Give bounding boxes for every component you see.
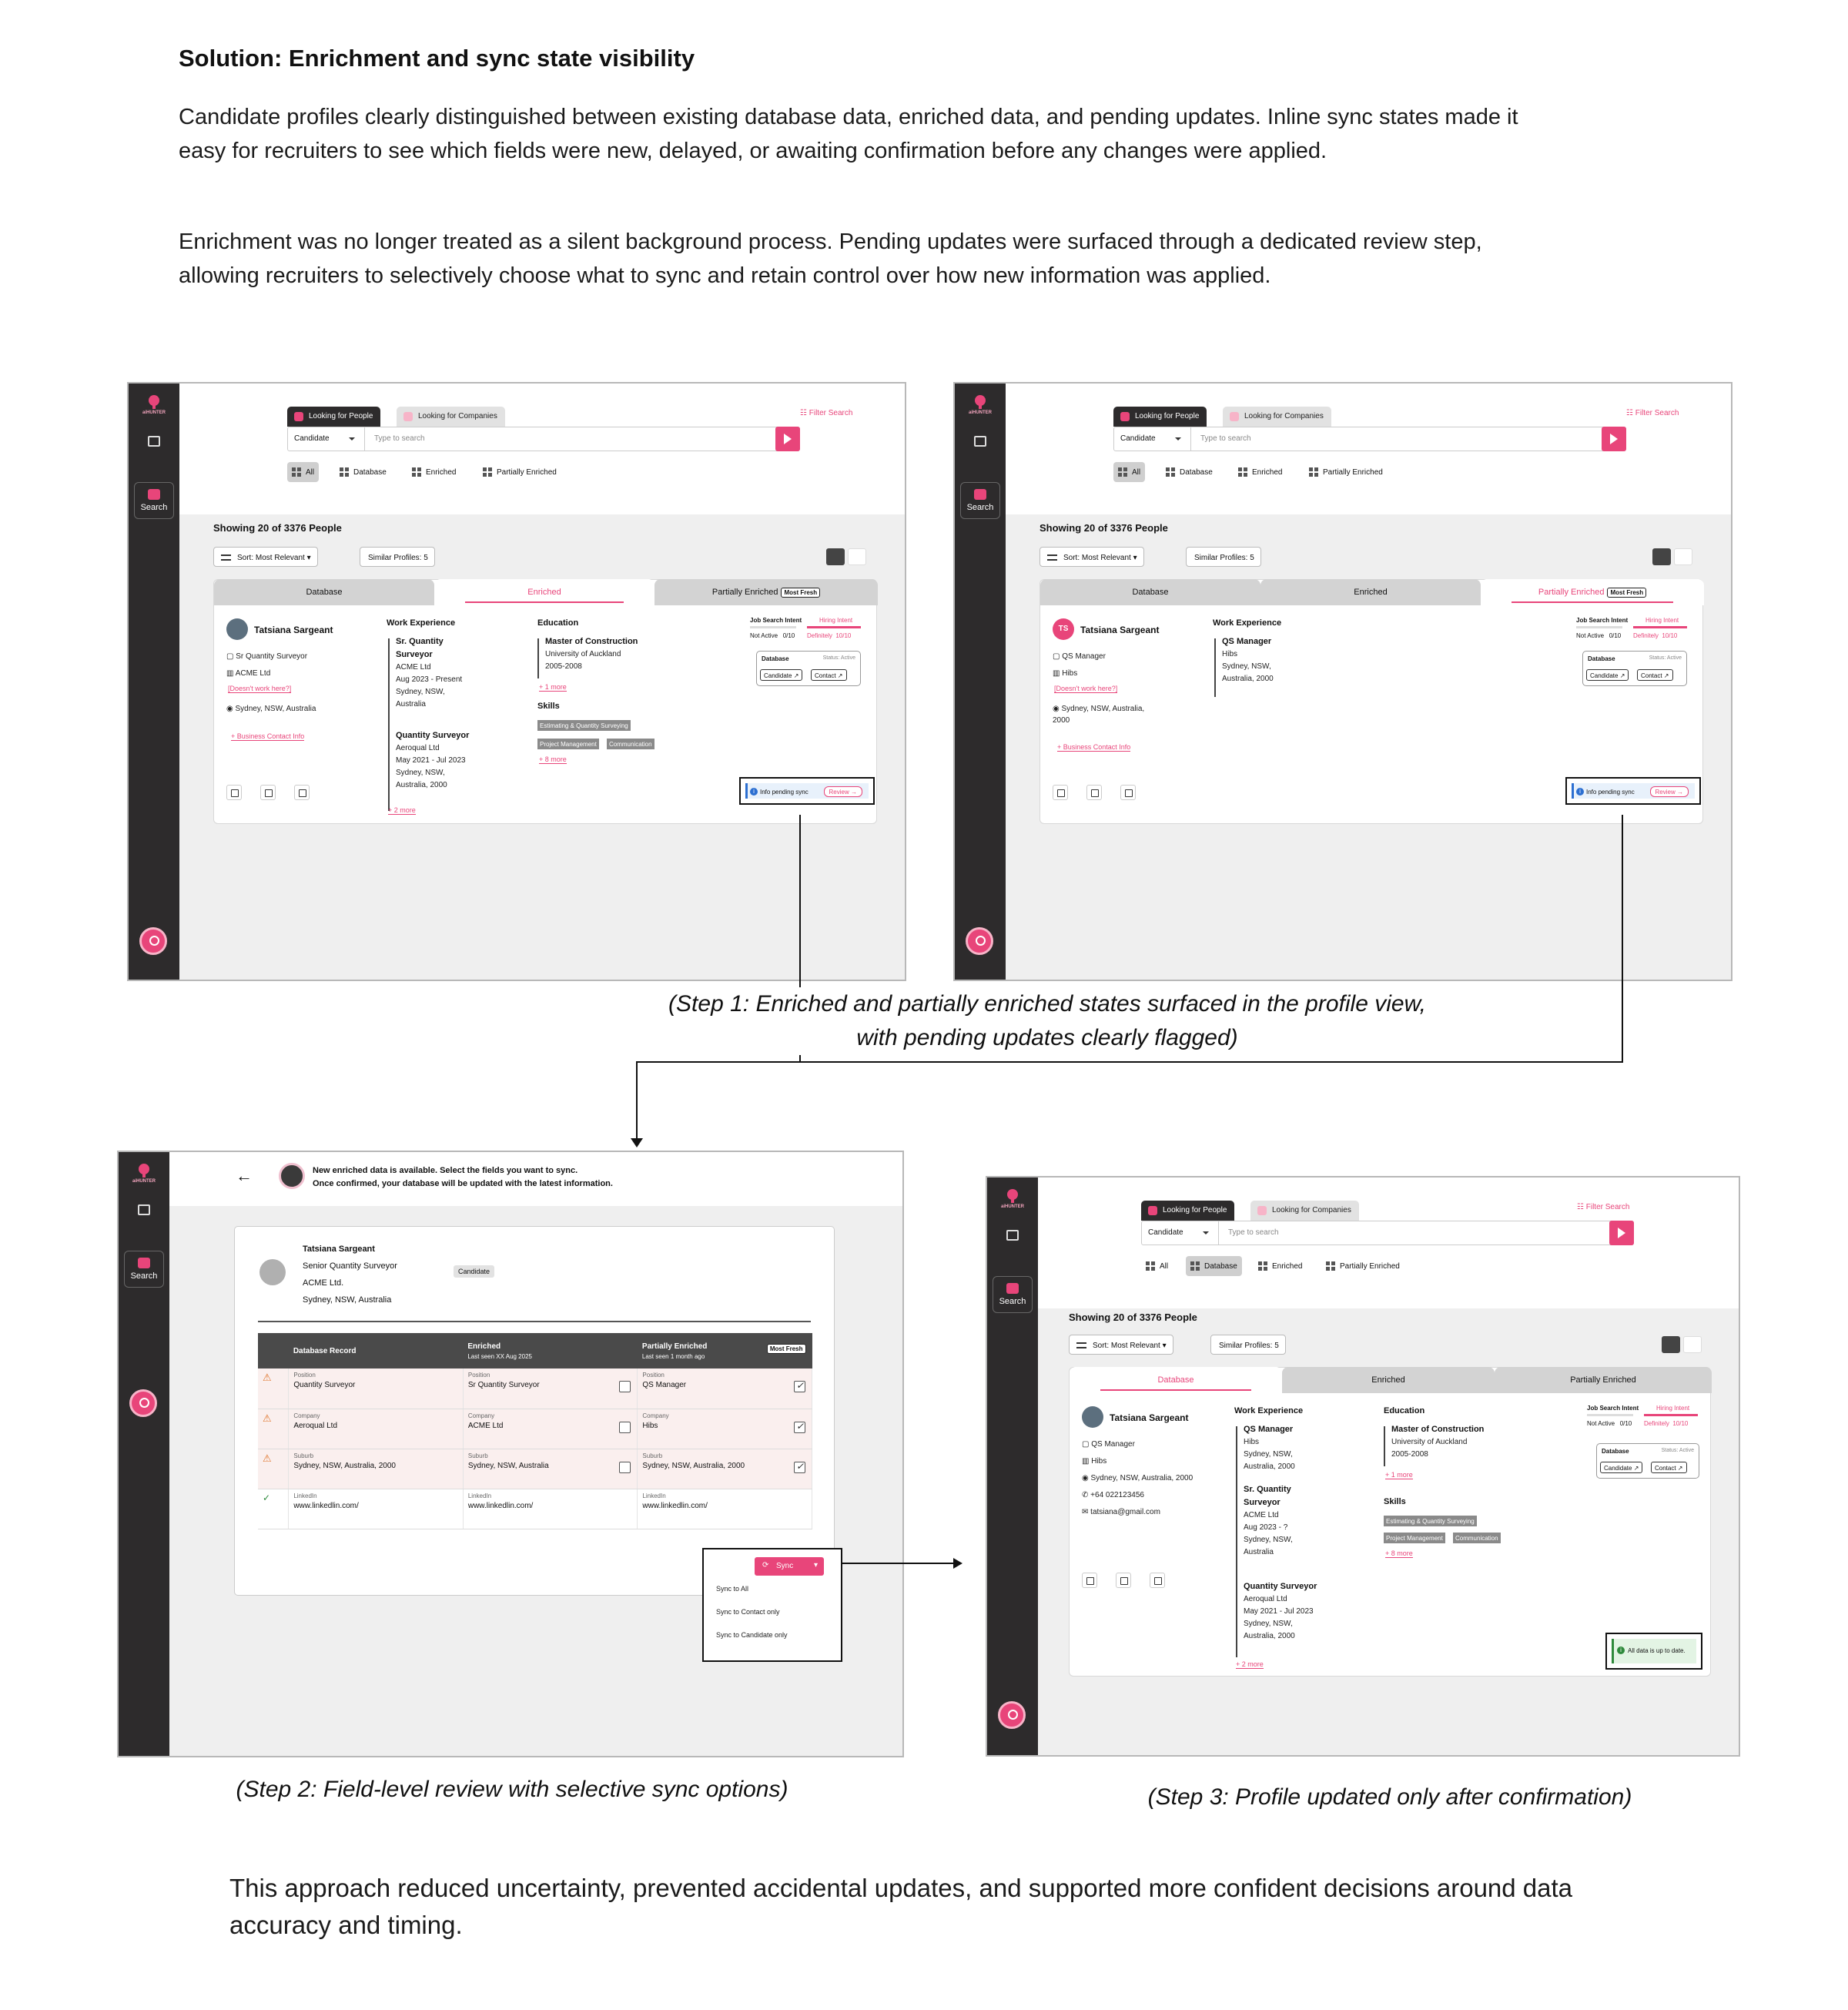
arrow-down-icon (631, 1138, 643, 1147)
search-header (1038, 1178, 1739, 1308)
hiring-intent-value: Definitely 10/10 (1633, 632, 1678, 639)
filter-partially-enriched[interactable]: Partially Enriched (1304, 462, 1388, 482)
tab-partially-enriched[interactable]: Partially Enriched Most Fresh (654, 579, 878, 605)
review-panel (234, 1226, 835, 1596)
more-work-link[interactable]: + 2 more (388, 806, 416, 814)
sidebar-toggle-icon[interactable] (148, 436, 160, 447)
skill-tag: Project Management (537, 739, 599, 749)
review-button[interactable]: Review → (824, 786, 862, 797)
similar-profiles-button[interactable]: Similar Profiles: 5 (360, 547, 435, 567)
skill-tag: Communication (1453, 1533, 1501, 1543)
candidate-name: Tatsiana Sargeant (1080, 625, 1160, 635)
job-intent-bar (1576, 626, 1622, 628)
menu-sync-all[interactable]: Sync to All (716, 1585, 749, 1593)
education-item: Master of Construction University of Auckland 2005-2008 (1391, 1425, 1485, 1459)
tab-looking-for-companies[interactable]: Looking for Companies (1223, 407, 1331, 427)
search-type-select[interactable]: Candidate (288, 427, 365, 451)
candidate-phone: ✆ +64 022123456 (1082, 1491, 1144, 1499)
filter-all[interactable]: All (1141, 1256, 1173, 1276)
filter-search-link[interactable]: ☷ Filter Search (1577, 1203, 1630, 1211)
skills-heading: Skills (1384, 1497, 1406, 1506)
results-count: Showing 20 of 3376 People (1040, 522, 1168, 534)
sidebar (129, 384, 179, 980)
more-skills-link[interactable]: + 8 more (539, 755, 567, 763)
field-review-table (258, 1333, 812, 1529)
sort-icon (1076, 1342, 1086, 1348)
tab-database[interactable]: Database (1070, 1367, 1282, 1393)
nav-search[interactable]: Search (993, 1276, 1033, 1313)
review-notice: New enriched data is available. Select the fields you want to sync. Once confirmed, your database will be updated with the latest information. (313, 1166, 613, 1188)
nav-search[interactable]: Search (124, 1251, 164, 1288)
candidate-company: ▥ Hibs (1053, 669, 1078, 678)
user-avatar-icon[interactable] (129, 1389, 157, 1417)
work-experience-heading: Work Experience (387, 618, 456, 628)
work-item-1: QS Manager Hibs Sydney, NSW, Australia, 2000 (1244, 1425, 1295, 1471)
enriched-checkbox[interactable] (619, 1381, 631, 1392)
user-avatar-icon[interactable] (139, 927, 167, 955)
doesnt-work-here-link[interactable]: [Doesn't work here?] (228, 685, 292, 692)
sort-icon (221, 554, 231, 561)
sort-dropdown[interactable]: Sort: Most Relevant ▾ (1040, 547, 1144, 567)
candidate-button[interactable]: Candidate ↗ (760, 669, 802, 681)
job-intent-bar (750, 626, 796, 628)
hiring-intent-label: Hiring Intent (819, 617, 853, 624)
step2-caption: (Step 2: Field-level review with selective sync options) (236, 1777, 788, 1802)
candidate-title: ▢ QS Manager (1082, 1440, 1135, 1449)
education-timeline (537, 638, 539, 678)
col-partially-enriched: Partially Enriched Last seen 1 month ago Most Fresh (638, 1333, 812, 1368)
database-status-box: Database Status: Active Candidate ↗ Contact ↗ (756, 651, 861, 686)
screen-profile-updated (986, 1176, 1740, 1757)
section-heading: Solution: Enrichment and sync state visibility (179, 45, 695, 72)
candidate-location: ◉ Sydney, NSW, Australia, 2000 (1053, 705, 1145, 725)
tab-enriched[interactable]: Enriched (1282, 1367, 1495, 1393)
back-arrow-icon[interactable]: ← (236, 1166, 253, 1185)
candidate-name: Tatsiana Sargeant (254, 625, 333, 635)
sidebar (987, 1178, 1038, 1755)
search-submit-button[interactable] (1602, 427, 1626, 451)
grid-view-icon[interactable] (826, 548, 845, 565)
sidebar-toggle-icon[interactable] (138, 1204, 150, 1215)
pending-sync-notice: i Info pending sync Review → (739, 777, 875, 805)
document-icon[interactable] (1086, 785, 1102, 800)
doesnt-work-here-link[interactable]: [Doesn't work here?] (1054, 685, 1118, 692)
education-heading: Education (537, 618, 579, 628)
tab-looking-for-people[interactable]: Looking for People (287, 407, 380, 427)
review-button[interactable]: Review → (1650, 786, 1689, 797)
user-avatar-icon[interactable] (966, 927, 993, 955)
folder-icon[interactable] (1120, 785, 1136, 800)
tab-looking-for-companies[interactable]: Looking for Companies (1250, 1201, 1359, 1221)
candidate-company: ▥ Hibs (1082, 1457, 1107, 1466)
candidate-name: Tatsiana Sargeant (1110, 1412, 1189, 1423)
more-education-link[interactable]: + 1 more (539, 683, 567, 691)
work-experience-heading: Work Experience (1213, 618, 1282, 628)
table-row: ⚠ Suburb Sydney, NSW, Australia, 2000 Suburb Sydney, NSW, Australia Suburb Sydney, NSW, Australia, 2000 ✓ (258, 1449, 812, 1489)
more-education-link[interactable]: + 1 more (1385, 1471, 1413, 1479)
search-nav-icon (148, 489, 160, 500)
sort-icon (1047, 554, 1057, 561)
education-item: Master of Construction University of Auckland 2005-2008 (545, 637, 638, 671)
search-input[interactable]: Type to search (1228, 1228, 1279, 1237)
connector-line (636, 1061, 638, 1138)
app-logo: aiHUNTER (1001, 1188, 1024, 1216)
sidebar-toggle-icon[interactable] (1006, 1230, 1019, 1241)
work-timeline (1214, 638, 1216, 697)
list-view-icon[interactable] (848, 548, 866, 565)
hiring-intent-bar (1633, 626, 1687, 628)
screen-field-review (117, 1151, 904, 1757)
candidate-button[interactable]: Candidate ↗ (1600, 1462, 1642, 1473)
filter-enriched[interactable]: Enriched (407, 462, 460, 482)
candidate-badge: Candidate (454, 1265, 494, 1278)
filter-enriched[interactable]: Enriched (1254, 1256, 1307, 1276)
warning-icon: ⚠ (263, 1452, 272, 1464)
search-nav-icon (1006, 1283, 1019, 1294)
hiring-intent-value: Definitely 10/10 (1644, 1420, 1689, 1427)
sync-menu (702, 1548, 842, 1662)
closing-paragraph: This approach reduced uncertainty, prevented accidental updates, and supported more confident decisions around data accuracy and timing. (229, 1874, 1573, 1939)
job-intent-value: Not Active 0/10 (1576, 632, 1622, 639)
linkedin-icon[interactable] (1082, 1573, 1097, 1588)
user-avatar-icon[interactable] (998, 1701, 1026, 1729)
search-header (1006, 384, 1731, 514)
candidate-summary: Tatsiana Sargeant Senior Quantity Surveyor ACME Ltd. Sydney, NSW, Australia (303, 1245, 397, 1305)
intro-paragraph-2: Enrichment was no longer treated as a silent background process. Pending updates were surfaced through a dedicated review step, allowing recruiters to selectively choose what to sync and retain control over how new information was applied. (179, 229, 1482, 288)
most-fresh-badge: Most Fresh (1607, 588, 1646, 598)
filter-database[interactable]: Database (1161, 462, 1217, 482)
sync-icon: ⟳ (762, 1561, 769, 1569)
candidate-title: ▢ Sr Quantity Surveyor (226, 652, 308, 661)
work-experience-heading: Work Experience (1234, 1406, 1304, 1415)
tab-looking-for-companies[interactable]: Looking for Companies (397, 407, 505, 427)
hiring-intent-bar (1644, 1414, 1698, 1416)
search-nav-icon (138, 1258, 150, 1268)
search-bar (287, 427, 800, 451)
tab-database[interactable]: Database (1040, 579, 1260, 605)
connector-line (1622, 815, 1623, 1063)
app-logo: aiHUNTER (142, 394, 166, 422)
connector-line (841, 1563, 955, 1564)
tab-enriched[interactable]: Enriched (1260, 579, 1481, 605)
partial-checkbox[interactable] (794, 1462, 805, 1473)
candidate-location: ◉ Sydney, NSW, Australia (226, 705, 316, 713)
table-row: ✓ LinkedIn www.linkedlin.com/ LinkedIn www.linkedlin.com/ LinkedIn www.linkedlin.com/ (258, 1489, 812, 1529)
contact-button[interactable]: Contact ↗ (1651, 1462, 1687, 1473)
filter-all[interactable]: All (1113, 462, 1145, 482)
skill-tag: Estimating & Quantity Surveying (1384, 1516, 1477, 1526)
nav-search[interactable]: Search (134, 482, 174, 519)
hiring-intent-label: Hiring Intent (1656, 1405, 1690, 1412)
search-bar (1141, 1221, 1634, 1245)
tab-partially-enriched[interactable]: Partially Enriched (1495, 1367, 1712, 1393)
list-view-icon[interactable] (1683, 1336, 1702, 1353)
search-bar (1113, 427, 1626, 451)
tab-database[interactable]: Database (214, 579, 434, 605)
results-count: Showing 20 of 3376 People (1069, 1312, 1197, 1323)
step1-caption: (Step 1: Enriched and partially enriched states surfaced in the profile view, with pending updates clearly flagged) (585, 987, 1509, 1055)
hiring-intent-value: Definitely 10/10 (807, 632, 852, 639)
menu-sync-candidate[interactable]: Sync to Candidate only (716, 1631, 788, 1639)
col-database-record: Database Record (289, 1333, 464, 1368)
sidebar-toggle-icon[interactable] (974, 436, 986, 447)
arrow-right-icon (953, 1558, 962, 1569)
pending-sync-notice: i Info pending sync Review → (1565, 777, 1701, 805)
filter-search-link[interactable]: ☷ Filter Search (1626, 409, 1679, 417)
job-intent-value: Not Active 0/10 (750, 632, 795, 639)
avatar: TS (1053, 618, 1074, 640)
nav-search[interactable]: Search (960, 482, 1000, 519)
document-icon[interactable] (1116, 1573, 1131, 1588)
more-skills-link[interactable]: + 8 more (1385, 1549, 1413, 1557)
work-timeline (1236, 1426, 1237, 1657)
screen-enriched-view (127, 382, 906, 981)
warning-icon: ⚠ (263, 1372, 272, 1383)
connector-line (636, 1061, 1623, 1063)
job-search-intent-label: Job Search Intent (1587, 1405, 1639, 1412)
search-submit-button[interactable] (1609, 1221, 1634, 1245)
work-item-3: Quantity Surveyor Aeroqual Ltd May 2021 - Jul 2023 Sydney, NSW, Australia, 2000 (1244, 1582, 1317, 1640)
partial-checkbox[interactable] (794, 1422, 805, 1433)
avatar (226, 618, 248, 640)
filter-search-link[interactable]: ☷ Filter Search (800, 409, 853, 417)
screen-partially-enriched-view (953, 382, 1732, 981)
work-item-2: Quantity Surveyor Aeroqual Ltd May 2021 - Jul 2023 Sydney, NSW, Australia, 2000 (396, 731, 470, 789)
job-intent-bar (1587, 1414, 1633, 1416)
database-status-box: Database Status: Active Candidate ↗ Contact ↗ (1596, 1443, 1699, 1479)
education-heading: Education (1384, 1406, 1425, 1415)
tab-partially-enriched[interactable]: Partially Enriched Most Fresh (1481, 579, 1704, 605)
chevron-down-icon: ▾ (813, 1561, 818, 1569)
review-header (169, 1152, 902, 1206)
sidebar (119, 1152, 169, 1756)
contact-button[interactable]: Contact ↗ (1637, 669, 1673, 681)
candidate-company: ▥ ACME Ltd (226, 669, 271, 678)
skill-tag: Estimating & Quantity Surveying (537, 720, 631, 731)
folder-icon[interactable] (1150, 1573, 1165, 1588)
hiring-intent-label: Hiring Intent (1645, 617, 1679, 624)
warning-icon: ⚠ (263, 1412, 272, 1424)
avatar (1082, 1406, 1103, 1428)
candidate-title: ▢ QS Manager (1053, 652, 1106, 661)
job-search-intent-label: Job Search Intent (750, 617, 802, 624)
work-item-1: QS Manager Hibs Sydney, NSW, Australia, 2000 (1222, 637, 1274, 683)
folder-icon[interactable] (294, 785, 310, 800)
search-header (179, 384, 905, 514)
contact-button[interactable]: Contact ↗ (811, 669, 847, 681)
enriched-checkbox[interactable] (619, 1422, 631, 1433)
col-enriched: Enriched Last seen XX Aug 2025 (463, 1333, 638, 1368)
filter-database[interactable]: Database (335, 462, 391, 482)
app-logo: aiHUNTER (132, 1163, 156, 1191)
profile-card (1069, 1367, 1711, 1677)
search-nav-icon (974, 489, 986, 500)
education-timeline (1384, 1426, 1385, 1466)
search-input[interactable]: Type to search (1200, 434, 1251, 443)
grid-view-icon[interactable] (1662, 1336, 1680, 1353)
results-count: Showing 20 of 3376 People (213, 522, 342, 534)
tab-enriched[interactable]: Enriched (434, 579, 654, 605)
business-contact-link[interactable]: + Business Contact Info (231, 732, 305, 740)
search-type-select[interactable]: Candidate (1114, 427, 1191, 451)
bot-icon (279, 1163, 305, 1189)
menu-sync-contact[interactable]: Sync to Contact only (716, 1608, 780, 1616)
sync-button[interactable]: ⟳ Sync ▾ (755, 1557, 824, 1576)
candidate-location: ◉ Sydney, NSW, Australia, 2000 (1082, 1474, 1194, 1482)
partial-checkbox[interactable] (794, 1381, 805, 1392)
filter-enriched[interactable]: Enriched (1234, 462, 1287, 482)
filter-partially-enriched[interactable]: Partially Enriched (1321, 1256, 1404, 1276)
work-timeline (388, 638, 390, 811)
similar-profiles-button[interactable]: Similar Profiles: 5 (1186, 547, 1261, 567)
step3-caption: (Step 3: Profile updated only after confirmation) (1147, 1784, 1632, 1810)
tab-looking-for-people[interactable]: Looking for People (1141, 1201, 1234, 1221)
app-logo: aiHUNTER (969, 394, 992, 422)
most-fresh-badge: Most Fresh (781, 588, 820, 598)
profile-card (1040, 579, 1703, 824)
avatar (259, 1259, 286, 1285)
more-work-link[interactable]: + 2 more (1236, 1660, 1264, 1668)
sort-dropdown[interactable]: Sort: Most Relevant ▾ (213, 547, 318, 567)
filter-all[interactable]: All (287, 462, 319, 482)
table-row: ⚠ Position Quantity Surveyor Position Sr Quantity Surveyor Position QS Manager ✓ (258, 1368, 812, 1409)
skills-heading: Skills (537, 702, 560, 711)
work-item-1: Sr. Quantity Surveyor ACME Ltd Aug 2023 - Present Sydney, NSW, Australia (396, 637, 463, 709)
skill-tag: Project Management (1384, 1533, 1445, 1543)
linkedin-icon[interactable] (226, 785, 242, 800)
intro-paragraph-1: Candidate profiles clearly distinguished between existing database data, enriched data, and pending updates. Inline sync states made it easy for recruiters to see which fields were new, delayed, or awaiting confirmation before any changes were applied. (179, 105, 1518, 163)
divider (258, 1321, 811, 1322)
database-status-box: Database Status: Active Candidate ↗ Contact ↗ (1582, 651, 1687, 686)
list-view-icon[interactable] (1674, 548, 1692, 565)
tab-looking-for-people[interactable]: Looking for People (1113, 407, 1207, 427)
table-row: ⚠ Company Aeroqual Ltd Company ACME Ltd Company Hibs ✓ (258, 1409, 812, 1449)
job-intent-value: Not Active 0/10 (1587, 1420, 1632, 1427)
business-contact-link[interactable]: + Business Contact Info (1057, 743, 1131, 751)
check-icon: ✓ (263, 1492, 271, 1503)
candidate-button[interactable]: Candidate ↗ (1586, 669, 1629, 681)
filter-database[interactable]: Database (1186, 1256, 1242, 1276)
search-type-select[interactable]: Candidate (1142, 1221, 1219, 1245)
grid-view-icon[interactable] (1652, 548, 1671, 565)
enriched-checkbox[interactable] (619, 1462, 631, 1473)
hiring-intent-bar (807, 626, 861, 628)
up-to-date-notice: i All data is up to date. (1605, 1633, 1702, 1670)
sort-dropdown[interactable]: Sort: Most Relevant ▾ (1069, 1335, 1173, 1355)
search-input[interactable]: Type to search (374, 434, 425, 443)
sidebar (955, 384, 1006, 980)
candidate-email: ✉ tatsiana@gmail.com (1082, 1508, 1160, 1516)
skill-tag: Communication (607, 739, 654, 749)
profile-card (213, 579, 877, 824)
filter-partially-enriched[interactable]: Partially Enriched (478, 462, 561, 482)
document-icon[interactable] (260, 785, 276, 800)
search-submit-button[interactable] (775, 427, 800, 451)
similar-profiles-button[interactable]: Similar Profiles: 5 (1210, 1335, 1286, 1355)
work-item-2: Sr. Quantity Surveyor ACME Ltd Aug 2023 - ? Sydney, NSW, Australia (1244, 1485, 1293, 1556)
linkedin-icon[interactable] (1053, 785, 1068, 800)
job-search-intent-label: Job Search Intent (1576, 617, 1629, 624)
